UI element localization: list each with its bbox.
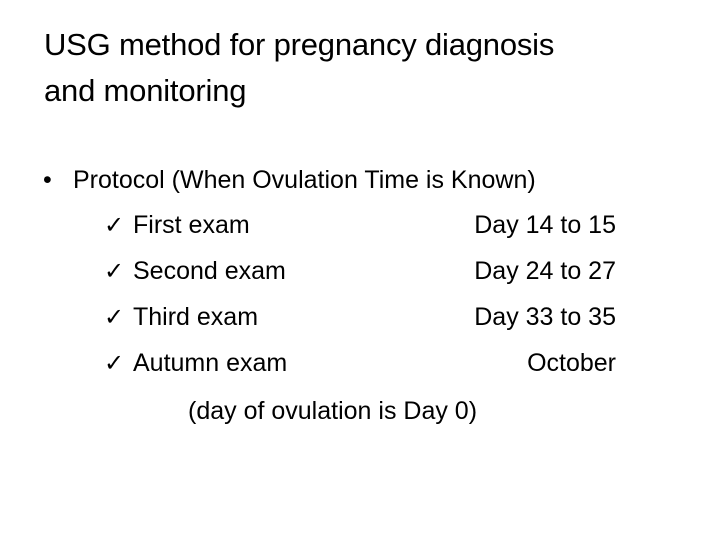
bullet-marker: • [43,166,52,194]
checklist-item [104,299,616,345]
bullet-text: Protocol (When Ovulation Time is Known) [73,166,536,194]
exam-label: Second exam [133,257,286,285]
checkmark-icon: ✓ [104,349,125,377]
checklist-item [104,253,616,299]
title-line-2: and monitoring [44,73,247,108]
footnote: (day of ovulation is Day 0) [188,397,478,425]
slide-title [44,22,684,114]
exam-label: Third exam [133,303,259,331]
checkmark-icon: ✓ [104,211,125,239]
exam-timing: Day 24 to 27 [474,257,616,285]
exam-timing: October [527,349,616,377]
checkmark-icon: ✓ [104,257,125,285]
exam-label: Autumn exam [133,349,288,377]
exam-checklist [104,207,616,391]
checklist-item [104,345,616,391]
exam-label: First exam [133,211,250,239]
checkmark-icon: ✓ [104,303,125,331]
bullet-item [43,162,536,198]
checklist-item [104,207,616,253]
exam-timing: Day 14 to 15 [474,211,616,239]
title-line-1: USG method for pregnancy diagnosis [44,27,555,62]
exam-timing: Day 33 to 35 [474,303,616,331]
